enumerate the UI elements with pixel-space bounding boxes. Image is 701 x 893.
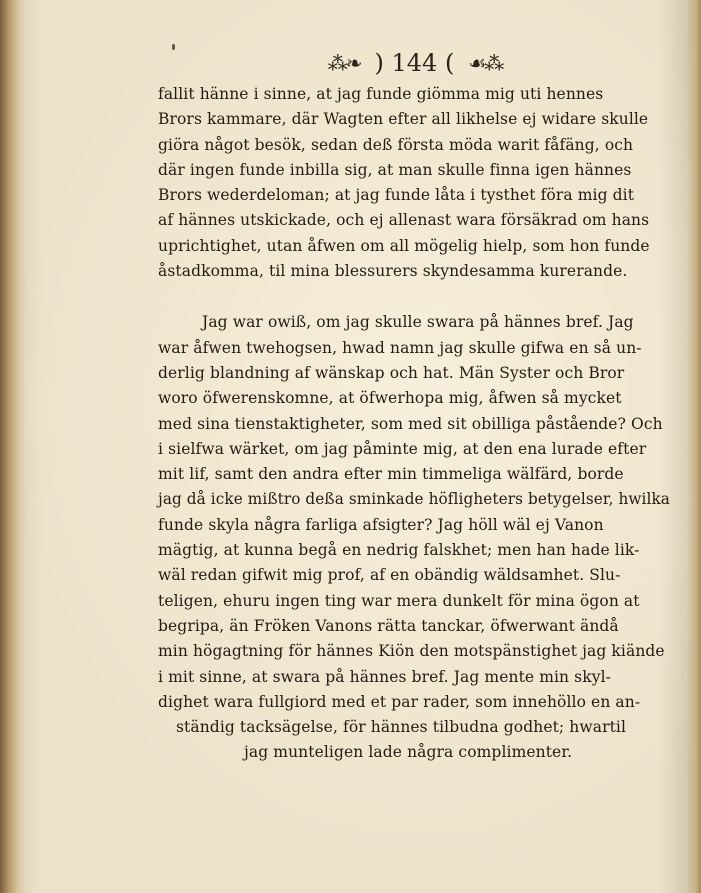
text-line: där ingen funde inbilla sig, at man skulle finna igen hännes — [158, 160, 632, 179]
text-line: Brors kammare, där Wagten efter all likhelse ej widare skulle — [158, 110, 649, 129]
book-spine — [0, 0, 26, 893]
text-line: war åfwen twehogsen, hwad namn jag skulle gifwa en så un- — [158, 338, 642, 357]
text-line: med sina tienstaktigheter, som med sit obilliga påstående? Och — [158, 414, 663, 433]
ornament-left-icon: ⁂❧ — [327, 51, 361, 75]
text-line: giöra något besök, sedan deß första möda warit fåfäng, och — [158, 135, 634, 154]
text-line: af hännes utskickade, och ej allenast wara försäkrad om hans — [158, 211, 650, 230]
text-line: ständig tacksägelse, för hännes tilbudna godhet; hwartil — [176, 718, 627, 737]
text-line: uprichtighet, utan åfwen om all mögelig hielp, som hon funde — [158, 236, 650, 255]
text-line: Brors wederdeloman; at jag funde låta i tysthet föra mig dit — [158, 186, 635, 205]
text-line: derlig blandning af wänskap och hat. Män Syster och Bror — [158, 363, 625, 382]
text-line: i mit sinne, at swara på hännes bref. Jag mente min skyl- — [158, 667, 611, 686]
text-line: funde skyla några farliga afsigter? Jag höll wäl ej Vanon — [158, 515, 604, 534]
text-line: i sielfwa wärket, om jag påminte mig, at den ena lurade efter — [158, 439, 647, 458]
text-line: jag då icke mißtro deßa sminkade höfligheters betygelser, hwilka — [158, 490, 670, 509]
text-line: wäl redan gifwit mig prof, af en obändig wäldsamhet. Slu- — [158, 566, 621, 585]
ornament-right-icon: ☙⁂ — [468, 51, 503, 75]
text-line: jag munteligen lade några complimenter. — [244, 743, 573, 762]
page-number: ) 144 ( — [374, 49, 455, 77]
body-text — [158, 82, 670, 766]
text-line: min högagtning för hännes Kiön den motspänstighet jag kiände — [158, 642, 665, 661]
paragraph-1 — [158, 82, 670, 284]
text-line: woro öfwerenskomne, at öfwerhopa mig, åfwen så mycket — [158, 389, 622, 408]
text-line: begripa, än Fröken Vanons rätta tanckar, öfwerwant ändå — [158, 616, 619, 635]
text-line: mit lif, samt den andra efter min timmeliga wälfärd, borde — [158, 465, 624, 484]
paragraph-2 — [158, 310, 670, 765]
page-edge — [687, 0, 701, 893]
paragraph-gap — [158, 284, 670, 310]
text-line: mägtig, at kunna begå en nedrig falskhet; men han hade lik- — [158, 541, 640, 560]
margin-mark — [172, 44, 175, 50]
text-line: Jag war owiß, om jag skulle swara på hännes bref. Jag — [202, 313, 634, 332]
text-line: teligen, ehuru ingen ting war mera dunkelt för mina ögon at — [158, 591, 640, 610]
text-line: åstadkomma, til mina blessurers skyndesamma kurerande. — [158, 262, 628, 281]
text-line: fallit hänne i sinne, at jag funde giömma mig uti hennes — [158, 85, 604, 103]
text-line: dighet wara fullgiord med et par rader, som innehöllo en an- — [158, 692, 641, 711]
page-header — [300, 46, 530, 80]
